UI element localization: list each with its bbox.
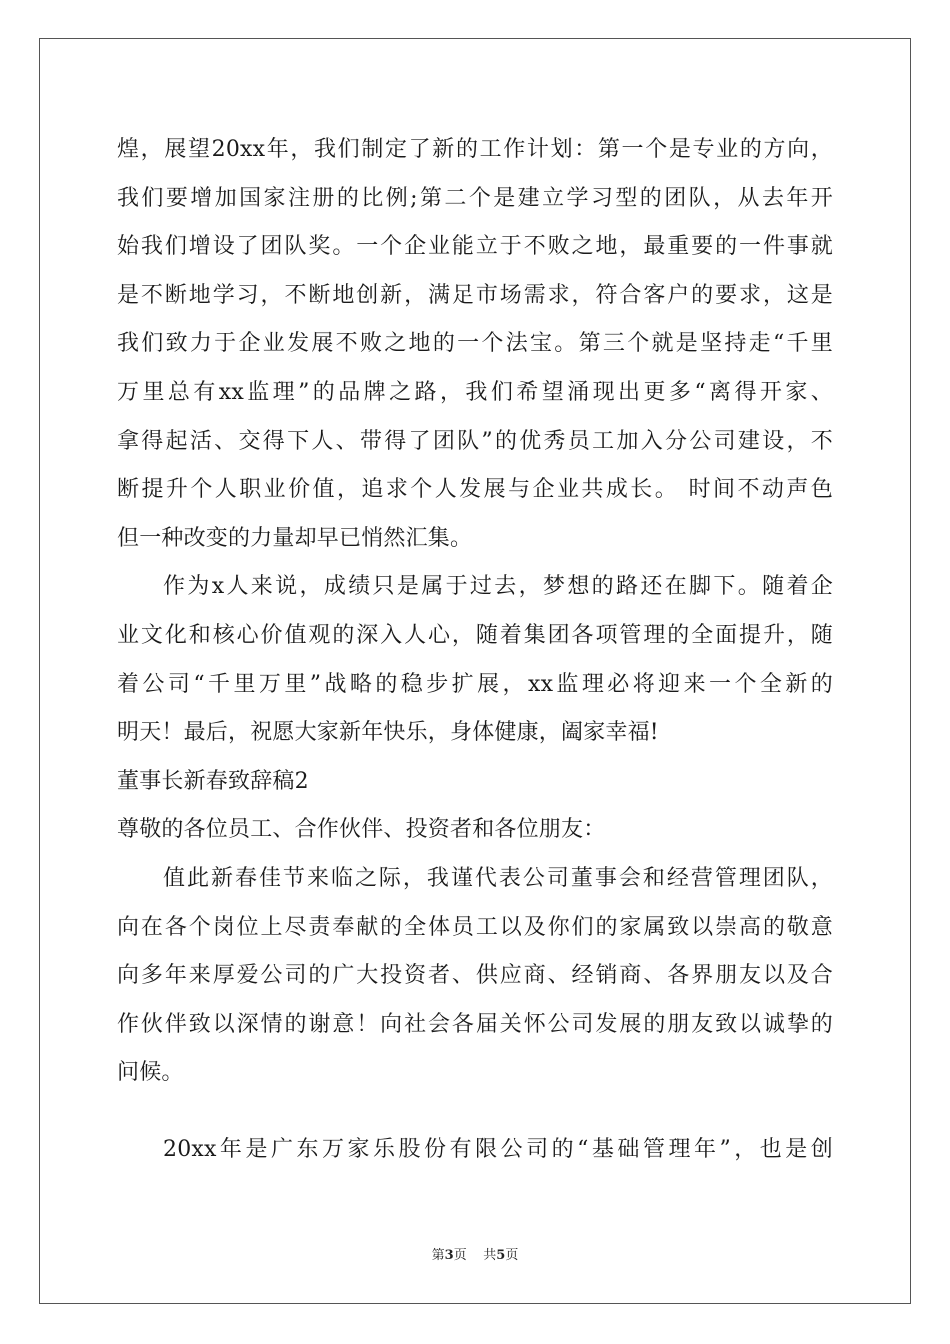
page-footer <box>0 1244 950 1263</box>
text-line: 值此新春佳节来临之际，我谨代表公司董事会和经营管理团队， <box>163 865 833 891</box>
total-suffix: 页 <box>505 1248 519 1263</box>
text-line: 作伙伴致以深情的谢意！向社会各届关怀公司发展的朋友致以诚挚的 <box>117 1011 833 1037</box>
text-line: 向多年来厚爱公司的广大投资者、供应商、经销商、各界朋友以及合 <box>117 963 833 989</box>
text-line: 向在各个岗位上尽责奉献的全体员工以及你们的家属致以崇高的敬意 <box>117 914 833 940</box>
text-line: 断提升个人职业价值，追求个人发展与企业共成长。 时间不动声色 <box>117 477 833 503</box>
text-line: 始我们增设了团队奖。一个企业能立于不败之地，最重要的一件事就 <box>117 234 833 260</box>
section-heading: 董事长新春致辞稿2 <box>117 768 309 794</box>
text-line: 煌，展望20xx年，我们制定了新的工作计划：第一个是专业的方向， <box>117 137 833 162</box>
text-line: 我们要增加国家注册的比例;第二个是建立学习型的团队，从去年开 <box>117 185 833 211</box>
total-prefix: 共 <box>483 1248 497 1263</box>
text-line: 万里总有xx监理”的品牌之路，我们希望涌现出更多“离得开家、 <box>117 379 833 405</box>
text-line: 拿得起活、交得下人、带得了团队”的优秀员工加入分公司建设，不 <box>117 428 833 454</box>
text-line: 是不断地学习，不断地创新，满足市场需求，符合客户的要求，这是 <box>117 282 833 308</box>
text-line: 着公司“千里万里”战略的稳步扩展，xx监理必将迎来一个全新的 <box>117 671 833 697</box>
text-line: 问候。 <box>117 1060 184 1086</box>
text-line: 业文化和核心价值观的深入人心，随着集团各项管理的全面提升，随 <box>117 622 833 648</box>
page-current: 3 <box>444 1248 454 1263</box>
page-prefix: 第 <box>431 1248 445 1263</box>
page-total: 5 <box>496 1248 506 1263</box>
text-line: 20xx年是广东万家乐股份有限公司的“基础管理年”，也是创 <box>163 1136 833 1162</box>
text-line: 但一种改变的力量却早已悄然汇集。 <box>117 525 473 551</box>
document-body <box>117 126 833 1174</box>
page-suffix: 页 <box>453 1248 467 1263</box>
paragraph-gap <box>117 1098 833 1126</box>
text-line: 作为x人来说，成绩只是属于过去，梦想的路还在脚下。随着企 <box>163 574 833 600</box>
text-line: 我们致力于企业发展不败之地的一个法宝。第三个就是坚持走“千里 <box>117 331 833 357</box>
text-line: 明天！最后，祝愿大家新年快乐，身体健康，阖家幸福! <box>117 720 659 746</box>
salutation: 尊敬的各位员工、合作伙伴、投资者和各位朋友： <box>117 817 606 843</box>
